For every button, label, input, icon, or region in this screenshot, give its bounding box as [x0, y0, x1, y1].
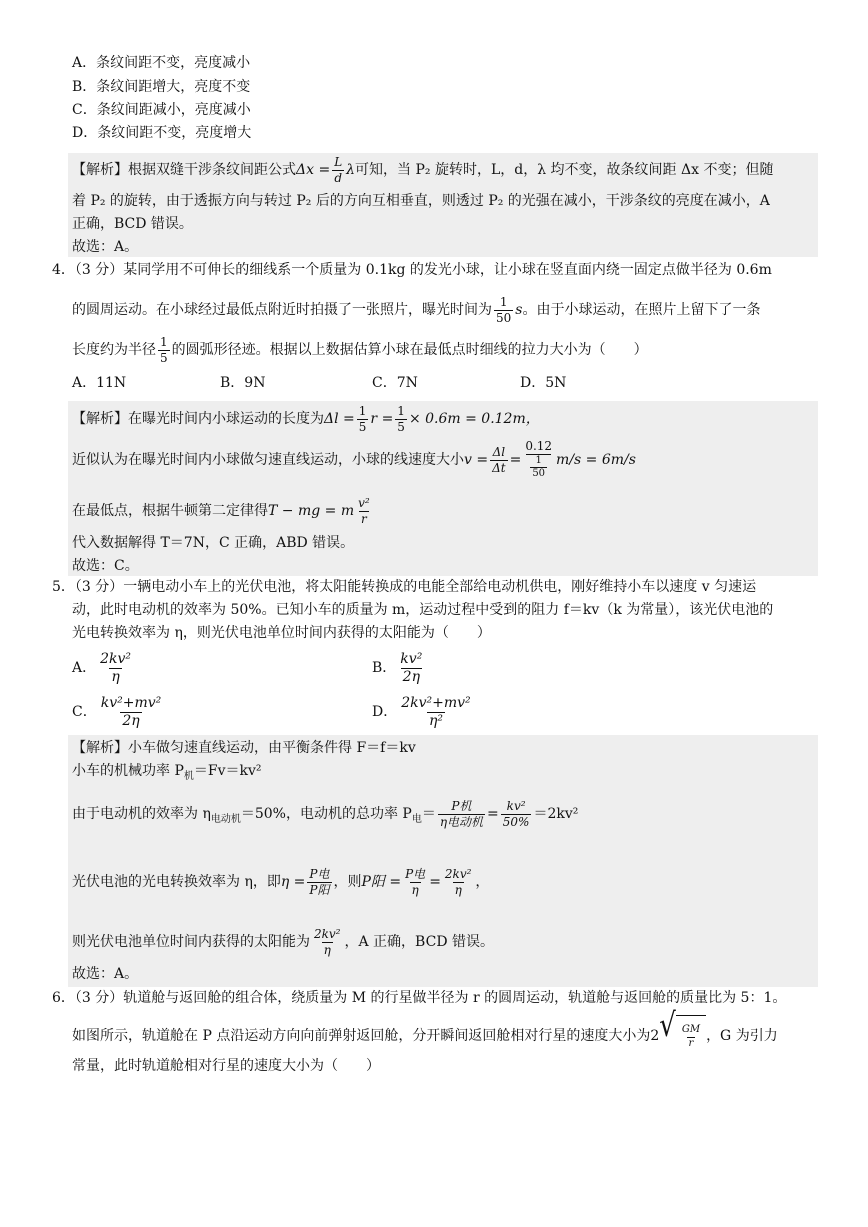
option-a-formula	[98, 652, 133, 684]
fraction-total-power	[438, 800, 485, 828]
fraction-denominator: 50	[496, 310, 512, 325]
fraction-denominator: 5	[160, 350, 168, 365]
fraction-v2-over-r	[356, 497, 372, 525]
q4-option-c: C．7N	[372, 375, 418, 391]
fraction-numerator: P机	[451, 798, 472, 813]
q5-option-d	[372, 692, 475, 732]
fraction-dl-dt	[490, 446, 508, 474]
option-c-formula	[99, 696, 164, 728]
q4-option-d: D．5N	[520, 375, 567, 391]
q4-solution-text: 【解析】在曝光时间内小球运动的长度为	[72, 411, 324, 427]
q5-solution-text: ＝2kv²	[533, 806, 579, 822]
formula-v: v =	[464, 452, 489, 468]
fraction-numerator: Δl	[492, 444, 506, 459]
fraction-denominator	[526, 454, 551, 480]
option-label: D．	[372, 704, 398, 720]
option-label: C．	[72, 704, 97, 720]
formula-eta: η =	[280, 874, 306, 890]
q6-line-1: 6．（3 分）轨道舱与返回舱的组合体，绕质量为 M 的行星做半径为 r 的圆周运动，轨道舱与返回舱的质量比为 5：1。	[52, 990, 787, 1006]
fraction-denominator: 2η	[122, 712, 140, 729]
formula-equals: =	[509, 452, 522, 468]
q4-answer: 故选：C。	[72, 558, 139, 574]
q5-solution-text: ＝50%，电动机的总功率 P	[240, 806, 412, 822]
q5-solution-line-3	[72, 792, 578, 842]
fraction-numerator: kv²+mv²	[100, 694, 162, 711]
fraction-denominator: P阳	[309, 882, 330, 897]
subscript: 电	[411, 813, 422, 825]
fraction-one-fifth	[357, 405, 369, 433]
q6-line-3: 常量，此时轨道舱相对行星的速度大小为（ ）	[72, 1058, 380, 1074]
formula-equals: =	[429, 874, 441, 890]
q3-solution-line-3: 正确，BCD 错误。	[72, 216, 193, 232]
fraction-numerator: GM	[681, 1024, 701, 1035]
fraction-numerator: 1	[397, 403, 405, 418]
fraction-denominator: 5	[358, 419, 367, 434]
q5-solution-text: 光伏电池的光电转换效率为 η，即	[72, 874, 281, 890]
radical-sign: √	[659, 1007, 676, 1045]
q4-line-1: 4．（3 分）某同学用不可伸长的细线系一个质量为 0.1kg 的发光小球，让小球在竖直面内绕一固定点做半径为 0.6m	[52, 262, 772, 278]
fraction-gm-over-r	[680, 1025, 702, 1049]
fraction-numerator: 1	[535, 454, 542, 466]
fraction-denominator: η	[411, 882, 419, 897]
fraction-denominator: r	[361, 511, 367, 526]
q4-text: 的圆周运动。在小球经过最低点附近时拍摄了一张照片，曝光时间为	[72, 302, 492, 318]
fraction-numerator: 1	[358, 403, 367, 418]
fraction-kv2-over-50	[501, 800, 532, 828]
q4-text: 的圆弧形径迹。根据以上数据估算小球在最低点时细线的拉力大小为（ ）	[171, 342, 648, 358]
q5-solution-line-4	[72, 860, 489, 904]
fraction-denominator: 5	[397, 419, 405, 434]
fraction-denominator: η	[454, 882, 462, 897]
option-label: B．	[372, 660, 397, 676]
q5-solution-text: ，则	[333, 874, 362, 890]
fraction-numerator: 1	[160, 334, 168, 349]
q5-solution-text: ＝Fv＝kv²	[193, 763, 262, 779]
fraction-denominator: 50	[532, 468, 546, 480]
option-d-formula	[399, 696, 472, 728]
fraction-denominator: η电动机	[439, 814, 484, 829]
fraction-numerator: v²	[358, 495, 370, 510]
q5-option-a	[72, 648, 135, 688]
fraction-numerator: 2kv²+mv²	[401, 694, 471, 711]
option-b-formula	[398, 652, 424, 684]
q6-line-2	[72, 1007, 778, 1057]
option-label: A．	[72, 660, 97, 676]
fraction-numerator: 1	[499, 294, 508, 309]
q5-option-c	[72, 692, 165, 732]
q3-answer: 故选：A。	[72, 239, 139, 255]
formula-newton: T − mg = m	[268, 503, 355, 519]
q4-solution-line-4: 代入数据解得 T＝7N，C 正确，ABD 错误。	[72, 535, 355, 551]
formula-r: r =	[370, 411, 394, 427]
fraction-numerator: kv²	[400, 650, 423, 667]
q3-solution-line-1	[72, 156, 773, 184]
q4-solution-line-1	[72, 402, 540, 436]
fraction-exposure-time	[530, 456, 547, 480]
formula-dx: Δx =	[296, 162, 331, 179]
fraction-numerator: kv²	[506, 798, 526, 813]
q3-option-d: D．条纹间距不变，亮度增大	[72, 125, 252, 141]
fraction-numerator: 2kv²	[444, 866, 472, 881]
formula-result: × 0.6m = 0.12m，	[408, 411, 540, 427]
q6-text: 如图所示，轨道舱在 P 点沿运动方向向前弹射返回舱，分开瞬间返回舱相对行星的速度大小为	[72, 1028, 651, 1044]
q3-option-b: B．条纹间距增大，亮度不变	[72, 79, 251, 95]
q5-answer: 故选：A。	[72, 966, 139, 982]
fraction-numerator: 2kv²	[314, 926, 341, 941]
q5-solution-line-1: 【解析】小车做匀速直线运动，由平衡条件得 F＝f＝kv	[72, 740, 416, 756]
q4-option-a: A．11N	[72, 375, 127, 391]
fraction-one-fifth	[158, 336, 170, 364]
formula-equals: ＝	[421, 806, 436, 822]
fraction-l-over-d	[332, 156, 344, 184]
q5-solution-text: ，	[475, 874, 490, 890]
q4-solution-text: 在最低点，根据牛顿第二定律得	[72, 503, 268, 519]
fraction-denominator: r	[688, 1037, 694, 1049]
q4-line-2	[72, 290, 760, 330]
fraction-numerator: P电	[309, 866, 330, 881]
q4-solution-line-3	[72, 491, 374, 531]
q3-solution-line-2: 着 P₂ 的旋转，由于透振方向与转过 P₂ 后的方向互相垂直，则透过 P₂ 的光强在减小，干涉条纹的亮度在减小，A	[72, 193, 770, 209]
q5-line-3: 光电转换效率为 η，则光伏电池单位时间内获得的太阳能为（ ）	[72, 625, 491, 641]
fraction-numerator: 0.12	[525, 439, 553, 454]
fraction-2kv2-over-eta	[312, 928, 343, 956]
q4-solution-line-2	[72, 438, 636, 482]
fraction-one-fifth	[395, 405, 407, 433]
formula-p-sun: P阳 =	[361, 874, 402, 890]
subscript: 机	[183, 770, 194, 782]
q5-line-1: 5．（3 分）一辆电动小车上的光伏电池，将太阳能转换成的电能全部给电动机供电，刚好维持小车以速度 v 匀速运	[52, 579, 757, 595]
formula-result: m/s = 6m/s	[556, 452, 636, 468]
fraction-numerator: 2kv²	[100, 650, 132, 667]
sqrt-gm-over-r	[659, 1007, 706, 1057]
fraction-denominator: Δt	[492, 460, 506, 475]
fraction-denominator: d	[334, 170, 343, 185]
fraction-2kv2-over-eta	[443, 868, 474, 896]
fraction-denominator: 2η	[402, 668, 420, 685]
formula-equals: =	[487, 806, 499, 822]
q4-line-3	[72, 330, 648, 370]
formula-dl: Δl =	[324, 411, 355, 427]
q3-option-a: A．条纹间距不变，亮度减小	[72, 55, 251, 71]
fraction-denominator: 50%	[502, 814, 530, 829]
fraction-exposure-time	[494, 296, 513, 324]
q4-text: 长度约为半径	[72, 342, 156, 358]
subscript: 电动机	[210, 813, 241, 825]
q5-option-b	[372, 648, 426, 688]
unit-seconds: s	[515, 302, 523, 318]
q6-text: ，G 为引力	[706, 1028, 778, 1044]
fraction-numerator: L	[334, 155, 343, 169]
fraction-denominator: η	[111, 668, 120, 685]
fraction-denominator: η	[323, 942, 331, 957]
coefficient: 2	[650, 1028, 660, 1044]
q3-solution-text: 【解析】根据双缝干涉条纹间距公式	[72, 162, 296, 179]
q5-solution-text: ，A 正确，BCD 错误。	[344, 934, 494, 950]
q5-solution-text: 则光伏电池单位时间内获得的太阳能为	[72, 934, 310, 950]
q3-option-c: C．条纹间距减小，亮度减小	[72, 102, 251, 118]
q5-line-2: 动，此时电动机的效率为 50%。已知小车的质量为 m，运动过程中受到的阻力 f＝kv（k 为常量），该光伏电池的	[72, 602, 774, 618]
fraction-p-over-eta	[403, 868, 427, 896]
q3-solution-text: 可知，当 P₂ 旋转时，L，d，λ 均不变，故条纹间距 Δx 不变；但随	[355, 162, 774, 179]
fraction-speed	[523, 440, 554, 480]
q5-solution-text: 由于电动机的效率为 η	[72, 806, 211, 822]
q4-text: 。由于小球运动，在照片上留下了一条	[522, 302, 761, 318]
fraction-numerator: P电	[405, 866, 426, 881]
q5-solution-line-5	[72, 920, 494, 964]
fraction-denominator: η²	[428, 712, 443, 729]
q5-solution-line-2	[72, 760, 262, 788]
q5-solution-text: 小车的机械功率 P	[72, 763, 184, 779]
formula-lambda: λ	[346, 162, 356, 179]
q4-option-b: B．9N	[220, 375, 266, 391]
q4-solution-text: 近似认为在曝光时间内小球做匀速直线运动，小球的线速度大小	[72, 452, 464, 468]
fraction-power-ratio	[307, 868, 331, 896]
